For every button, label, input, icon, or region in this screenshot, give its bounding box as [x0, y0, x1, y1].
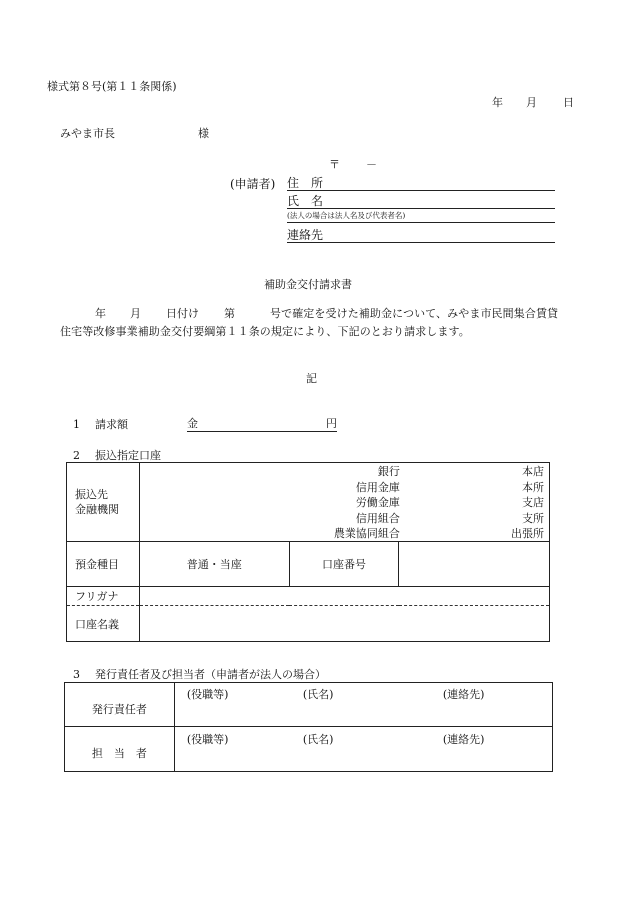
date-day-label: 日 — [563, 96, 574, 109]
body-year: 年 — [95, 307, 106, 320]
account-name-field[interactable] — [139, 606, 549, 642]
section3-number: 3 — [73, 668, 80, 681]
branch-type-shisho: 支所 — [522, 511, 544, 525]
branch-type-honten: 本店 — [522, 465, 544, 478]
name-note-underline — [287, 222, 555, 223]
deposit-type-label: 預金種目 — [67, 542, 140, 587]
contact-label: 連絡先 — [287, 228, 324, 242]
name-label: 氏 名 — [287, 194, 324, 208]
ki-mark: 記 — [306, 372, 317, 385]
branch-type-shutchojo: 出張所 — [511, 527, 544, 541]
postal-mark: 〒 — [329, 158, 340, 171]
branch-type-shiten: 支店 — [522, 496, 544, 510]
institution-label-1: 振込先 — [75, 488, 108, 501]
postal-dash: － — [366, 158, 377, 171]
institution-type-bank: 銀行 — [377, 465, 400, 478]
staff-field[interactable] — [174, 727, 552, 772]
institution-type-rokin: 労働金庫 — [355, 496, 400, 510]
date-month-label: 月 — [526, 96, 537, 109]
addressee-name: みやま市長 — [60, 127, 115, 140]
account-name-label: 口座名義 — [67, 606, 140, 642]
section1-label: 請求額 — [95, 418, 128, 431]
document-title: 補助金交付請求書 — [264, 278, 352, 291]
body-dai: 第 — [224, 307, 235, 320]
responsible-persons-table — [64, 682, 553, 772]
institution-field[interactable] — [139, 463, 549, 542]
staff-contact: (連絡先) — [442, 733, 485, 746]
institution-type-shinkin: 信用金庫 — [355, 480, 400, 494]
name-field[interactable] — [287, 194, 555, 209]
section3-label: 発行責任者及び担当者（申請者が法人の場合） — [95, 668, 326, 681]
issuer-contact: (連絡先) — [442, 688, 485, 701]
institution-type-shinkumi: 信用組合 — [355, 511, 400, 525]
body-line2: 住宅等改修事業補助金交付要綱第１１条の規定により、下記のとおり請求します。 — [60, 325, 470, 338]
amount-field[interactable] — [187, 417, 337, 432]
issuer-position: (役職等) — [186, 688, 229, 701]
issuer-field[interactable] — [174, 683, 552, 727]
institution-types — [140, 464, 400, 542]
account-number-field[interactable] — [399, 542, 550, 587]
form-number: 様式第８号(第１１条関係) — [47, 80, 177, 93]
addressee-honorific: 様 — [198, 127, 209, 140]
section2-label: 振込指定口座 — [95, 449, 161, 462]
issuer-name: (氏名) — [302, 688, 334, 701]
branch-type-honsho: 本所 — [522, 480, 544, 494]
account-number-label: 口座番号 — [289, 542, 399, 587]
body-day: 日付け — [166, 307, 199, 320]
branch-types — [511, 464, 544, 542]
date-year-label: 年 — [492, 96, 503, 109]
body-month: 月 — [130, 307, 141, 320]
amount-yen: 円 — [326, 417, 337, 430]
address-label: 住 所 — [287, 176, 324, 190]
staff-name: (氏名) — [302, 733, 334, 746]
deposit-type-value[interactable]: 普通・当座 — [139, 542, 289, 587]
institution-label-2: 金融機関 — [75, 503, 119, 516]
name-note: (法人の場合は法人名及び代表者名) — [287, 211, 406, 220]
contact-field[interactable] — [287, 228, 555, 243]
furigana-label: フリガナ — [67, 587, 140, 606]
staff-label: 担 当 者 — [65, 727, 175, 772]
section1-number: 1 — [73, 418, 80, 431]
institution-type-nokyo: 農業協同組合 — [333, 527, 400, 541]
amount-kin: 金 — [187, 417, 198, 430]
issuer-label: 発行責任者 — [65, 683, 175, 727]
section2-number: 2 — [73, 449, 80, 462]
address-field[interactable] — [287, 176, 555, 191]
body-line1-rest: 号で確定を受けた補助金について、みやま市民間集合賃貸 — [270, 307, 559, 320]
furigana-field[interactable] — [139, 587, 549, 606]
bank-account-table — [66, 462, 550, 642]
applicant-label: (申請者) — [230, 177, 276, 191]
institution-label-cell — [67, 463, 140, 542]
staff-position: (役職等) — [186, 733, 229, 746]
